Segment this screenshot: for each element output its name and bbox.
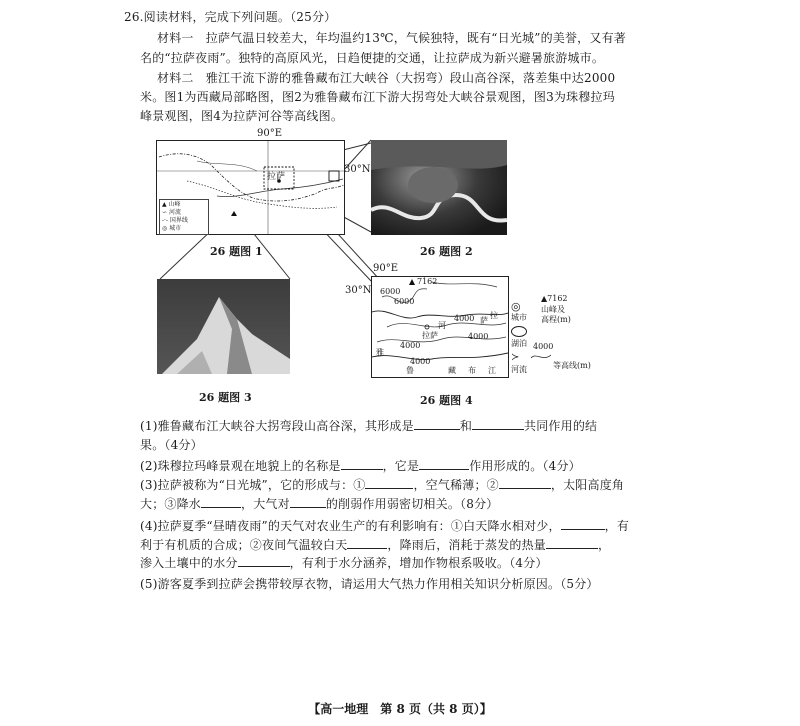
fig4-place-lhasa: 拉萨 xyxy=(422,331,438,340)
q4-text-d: ，降雨后，消耗于蒸发的热量 xyxy=(387,538,547,552)
fig4-legend-contour-icon xyxy=(531,350,551,362)
figure3-mountain-photo xyxy=(157,279,290,374)
fig4-legend xyxy=(511,290,591,380)
figure1-map xyxy=(156,140,345,235)
q2-text-b: ，它是 xyxy=(382,459,420,473)
q3-line1 xyxy=(140,477,624,493)
q1-text-a: (1)雅鲁藏布江大峡谷大拐弯段山高谷深，其形成是 xyxy=(140,419,414,433)
fig4-place-lu: 鲁 xyxy=(406,366,414,375)
q1-text-c: 共同作用的结 xyxy=(524,419,598,433)
q3-text-f: 的削弱作用弱密切相关。（8分） xyxy=(325,497,499,511)
q1-text-b: 和 xyxy=(459,419,473,433)
fig1-legend-border-icon: -·- 国界线 xyxy=(162,217,188,224)
fig4-legend-city-icon: ◎ xyxy=(511,300,521,313)
fig4-peak-label: 7162 xyxy=(417,277,438,286)
q1-blank1[interactable] xyxy=(414,418,460,430)
fig4-legend-contour-text: 等高线(m) xyxy=(553,361,591,370)
material1-line2: 名的“拉萨夜雨”。独特的高原风光，日趋便捷的交通，让拉萨成为新兴避暑旅游城市。 xyxy=(140,51,605,65)
fig1-legend-peak-icon: ▲ 山峰 xyxy=(162,201,181,208)
fig4-legend-contour-value: 4000 xyxy=(533,342,554,351)
fig4-contour-6000-a: 6000 xyxy=(394,297,415,306)
fig1-legend-peak: 山峰 xyxy=(168,201,181,208)
fig4-contour-4000-d: 4000 xyxy=(410,357,431,366)
q4-text-a: (4)拉萨夏季“昼晴夜雨”的天气对农业生产的有利影响有：①白天降水相对少， xyxy=(140,519,561,533)
fig2-caption: 26 题图 2 xyxy=(420,245,473,258)
fig4-contour-4000-c: 4000 xyxy=(400,341,421,350)
fig1-legend-city: 城市 xyxy=(169,225,182,232)
q4-text-f: 渗入土壤中的水分 xyxy=(140,556,238,570)
q2-text-a: (2)珠穆拉玛峰景观在地貌上的名称是 xyxy=(140,459,341,473)
q4-text-b: ，有 xyxy=(604,519,630,533)
fig1-legend-city-icon: ◎ 城市 xyxy=(162,225,182,232)
fig4-lon-label: 90°E xyxy=(373,263,399,274)
fig3-caption: 26 题图 3 xyxy=(199,391,252,404)
fig1-legend-river-icon: ∽ 河流 xyxy=(162,209,181,216)
q4-line1 xyxy=(140,518,629,534)
q3-text-c: ，太阳高度角 xyxy=(550,478,625,492)
q4-line3 xyxy=(140,555,548,571)
fig4-place-ya: 雅 xyxy=(376,348,384,357)
q4-blank3[interactable] xyxy=(546,537,598,549)
fig4-legend-river-icon: ≻ xyxy=(511,352,520,363)
fig4-place-zang: 藏 xyxy=(448,366,456,375)
q3-blank4[interactable] xyxy=(290,496,326,508)
material2-line1: 材料二 雅江干流下游的雅鲁藏布江大峡谷（大拐弯）段山高谷深，落差集中达2000 xyxy=(157,71,616,85)
fig4-legend-peak-text1: 山峰及 xyxy=(541,305,565,314)
fig4-legend-lake-icon xyxy=(511,326,527,337)
fig4-legend-river: 河流 xyxy=(511,365,527,374)
q4-blank2[interactable] xyxy=(347,537,387,549)
q1-blank2[interactable] xyxy=(472,418,524,430)
fig4-legend-city: 城市 xyxy=(511,313,527,322)
q2-blank1[interactable] xyxy=(341,458,383,470)
q5-line: (5)游客夏季到拉萨会携带较厚衣物，请运用大气热力作用相关知识分析原因。（5分） xyxy=(140,577,599,591)
fig4-legend-lake: 湖泊 xyxy=(511,339,527,348)
fig4-caption: 26 题图 4 xyxy=(420,394,473,407)
fig4-legend-peak-text2: 高程(m) xyxy=(541,315,571,324)
q4-text-e: ， xyxy=(598,538,611,552)
figure4-contour-map xyxy=(371,276,509,378)
q4-blank1[interactable] xyxy=(561,518,605,530)
q4-text-c: 利于有机质的合成；②夜间气温较白天 xyxy=(140,538,348,552)
fig1-legend-border: 国界线 xyxy=(169,217,188,224)
fig1-lon-label: 90°E xyxy=(257,128,283,139)
q1-line1 xyxy=(140,418,597,434)
fig4-place-jiang: 江 xyxy=(488,366,496,375)
fig4-contour-6000-b: 6000 xyxy=(380,287,401,296)
fig4-place-sa: 萨 xyxy=(480,316,488,325)
q4-line2 xyxy=(140,537,610,553)
q4-text-g: ，有利于水分涵养，增加作物根系吸收。（4分） xyxy=(289,556,548,570)
material2-line3: 峰景观图，图4为拉萨河谷等高线图。 xyxy=(140,109,344,123)
fig4-place-he: 河 xyxy=(438,321,446,330)
q3-blank2[interactable] xyxy=(499,477,551,489)
figure2-canyon-photo xyxy=(371,140,507,235)
fig4-legend-peak-value: ▲7162 xyxy=(541,294,568,303)
q2-text-c: 作用形成的。（4分） xyxy=(469,459,581,473)
fig4-place-bu: 布 xyxy=(468,366,476,375)
material1-line1: 材料一 拉萨气温日较差大，年均温约13℃，气候独特，既有“日光城”的美誉，又有著 xyxy=(157,31,626,45)
fig1-legend xyxy=(159,199,209,235)
q1-line2: 果。（4分） xyxy=(140,438,203,452)
fig1-lat-label: 30°N xyxy=(344,164,371,175)
fig4-contour-4000-a: 4000 xyxy=(454,314,475,323)
q3-line2 xyxy=(140,496,498,512)
q3-blank1[interactable] xyxy=(365,477,413,489)
q3-text-a: (3)拉萨被称为“日光城”，它的形成与：① xyxy=(140,478,366,492)
page-footer: 【高一地理 第 8 页（共 8 页）】 xyxy=(308,702,492,716)
question-heading: 26.阅读材料，完成下列问题。（25分） xyxy=(124,10,337,24)
material2-line2: 米。图1为西藏局部略图，图2为雅鲁藏布江下游大拐弯处大峡谷景观图，图3为珠穆拉玛 xyxy=(140,90,615,104)
fig1-caption: 26 题图 1 xyxy=(210,245,263,258)
q2-blank2[interactable] xyxy=(419,458,469,470)
fig1-legend-river: 河流 xyxy=(168,209,181,216)
q3-text-d: 大；③降水 xyxy=(140,497,202,511)
q2-line xyxy=(140,458,581,474)
fig1-city-label: 拉萨 xyxy=(267,172,286,182)
q3-text-b: ，空气稀薄；② xyxy=(413,478,499,492)
q3-blank3[interactable] xyxy=(201,496,241,508)
fig4-place-la: 拉 xyxy=(490,311,498,320)
q3-text-e: ，大气对 xyxy=(241,497,290,511)
fig4-lat-label: 30°N xyxy=(345,285,372,296)
q4-blank4[interactable] xyxy=(238,555,290,567)
fig4-contour-4000-b: 4000 xyxy=(468,332,489,341)
